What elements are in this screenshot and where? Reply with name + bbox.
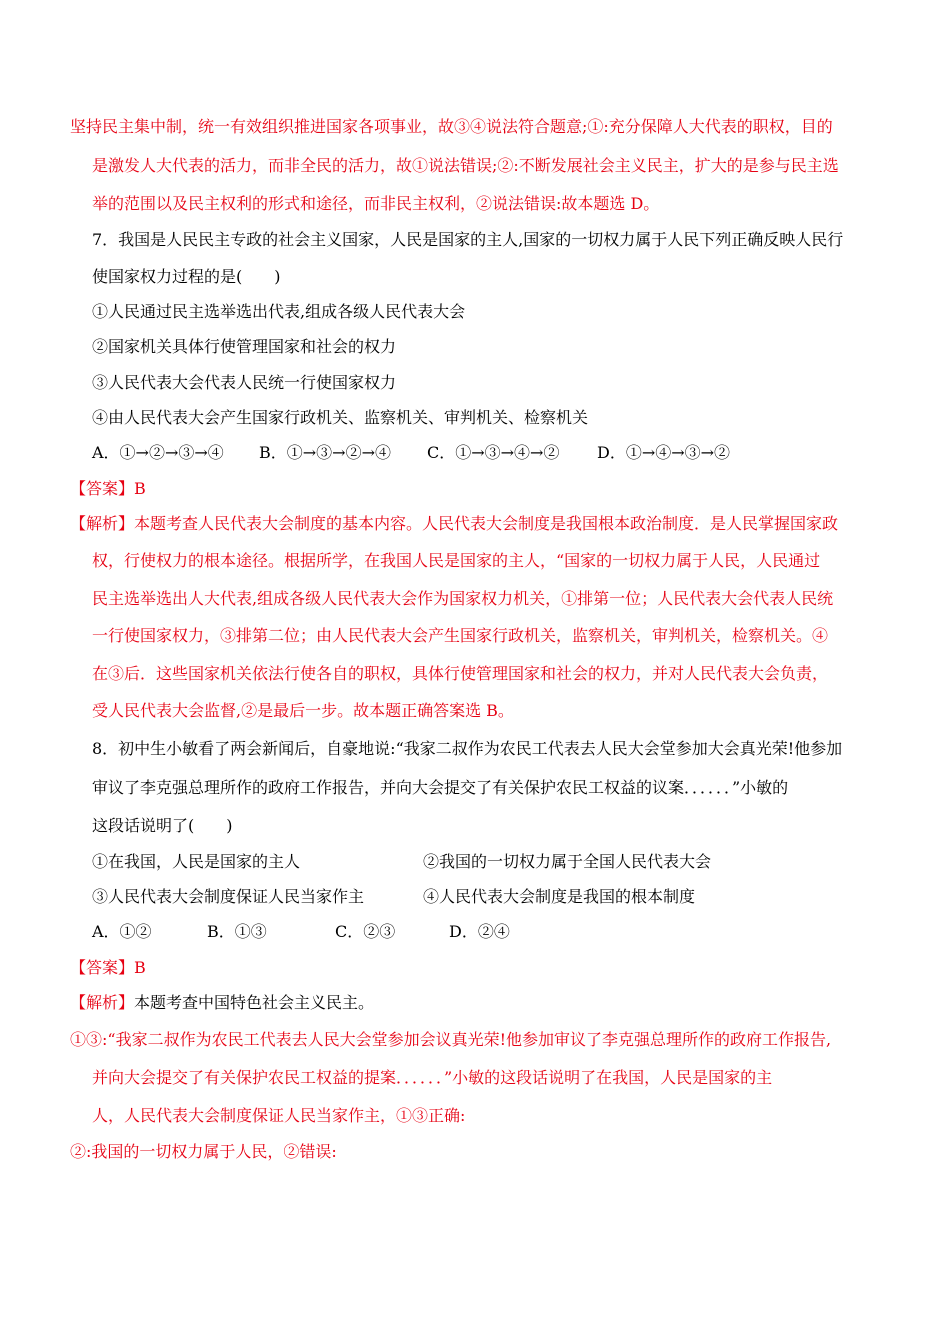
- q7-analysis-line: 民主选举选出人大代表,组成各级人民代表大会作为国家权力机关，①排第一位；人民代表大会代表人民统: [92, 589, 834, 608]
- q7-analysis-line: 【解析】本题考查人民代表大会制度的基本内容。人民代表大会制度是我国根本政治制度．是人民掌握国家政: [70, 514, 839, 533]
- q7-item: ③人民代表大会代表人民统一行使国家权力: [92, 373, 397, 392]
- q7-choice-b: B．①→③→②→④: [259, 443, 391, 462]
- q8-stem: 审议了李克强总理所作的政府工作报告，并向大会提交了有关保护农民工权益的议案．．．．．．”小敏的: [92, 778, 789, 797]
- q7-item: ②国家机关具体行使管理国家和社会的权力: [92, 337, 397, 356]
- q8-item: ②我国的一切权力属于全国人民代表大会: [423, 852, 712, 871]
- q8-item: ①在我国，人民是国家的主人: [92, 852, 301, 871]
- analysis-tag: 【解析】: [70, 993, 135, 1012]
- q8-analysis-line: ②:我国的一切权力属于人民，②错误:: [70, 1142, 337, 1161]
- q7-analysis-line: 权，行使权力的根本途径。根据所学，在我国人民是国家的主人，“国家的一切权力属于人民，人民通过: [92, 551, 821, 570]
- q8-item: ③人民代表大会制度保证人民当家作主: [92, 887, 365, 906]
- q7-analysis-line: 一行使国家权力，③排第二位；由人民代表大会产生国家行政机关，监察机关，审判机关，检察机关。④: [92, 626, 829, 645]
- q7-answer: 【答案】B: [70, 479, 146, 498]
- q8-stem: 这段话说明了( ): [92, 816, 233, 835]
- q7-analysis-line: 在③后．这些国家机关依法行使各自的职权，具体行使管理国家和社会的权力，并对人民代表大会负责，: [92, 664, 829, 683]
- q8-analysis-head: [70, 992, 374, 1014]
- q6-analysis-line: 坚持民主集中制，统一有效组织推进国家各项事业，故③④说法符合题意;①:充分保障人大代表的职权，目的: [70, 117, 833, 136]
- q8-item: ④人民代表大会制度是我国的根本制度: [423, 887, 696, 906]
- q8-choice-b: B．①③: [207, 922, 267, 941]
- q7-item: ④由人民代表大会产生国家行政机关、监察机关、审判机关、检察机关: [92, 408, 589, 427]
- q8-choice-c: C．②③: [335, 922, 396, 941]
- q7-stem: 使国家权力过程的是( ): [92, 267, 281, 286]
- q6-analysis-line: 是激发人大代表的活力，而非全民的活力，故①说法错误;②:不断发展社会主义民主，扩大的是参与民主选: [92, 156, 839, 175]
- q7-choice-d: D．①→④→③→②: [597, 443, 731, 462]
- q6-analysis-line: 举的范围以及民主权利的形式和途径，而非民主权利，②说法错误:故本题选 D。: [92, 194, 660, 213]
- q8-analysis-line: ①③:“我家二叔作为农民工代表去人民大会堂参加会议真光荣!他参加审议了李克强总理所作的政府工作报告,: [70, 1030, 832, 1049]
- q8-stem: 8．初中生小敏看了两会新闻后，自豪地说:“我家二叔作为农民工代表去人民大会堂参加大会真光荣!他参加: [92, 739, 843, 758]
- q7-analysis-line: 受人民代表大会监督,②是最后一步。故本题正确答案选 B。: [92, 701, 514, 720]
- q8-choice-a: A．①②: [92, 922, 152, 941]
- q8-analysis-line: 人，人民代表大会制度保证人民当家作主，①③正确:: [92, 1106, 466, 1125]
- q7-choice-a: A．①→②→③→④: [92, 443, 224, 462]
- analysis-head-text: 本题考查中国特色社会主义民主。: [134, 993, 375, 1012]
- q7-stem: 7．我国是人民民主专政的社会主义国家，人民是国家的主人,国家的一切权力属于人民下列正确反映人民行: [92, 230, 844, 249]
- q8-answer: 【答案】B: [70, 958, 146, 977]
- q8-analysis-line: 并向大会提交了有关保护农民工权益的提案．．．．．．”小敏的这段话说明了在我国，人民是国家的主: [92, 1068, 773, 1087]
- q8-choice-d: D．②④: [449, 922, 510, 941]
- q7-choice-c: C．①→③→④→②: [427, 443, 560, 462]
- q7-item: ①人民通过民主选举选出代表,组成各级人民代表大会: [92, 302, 466, 321]
